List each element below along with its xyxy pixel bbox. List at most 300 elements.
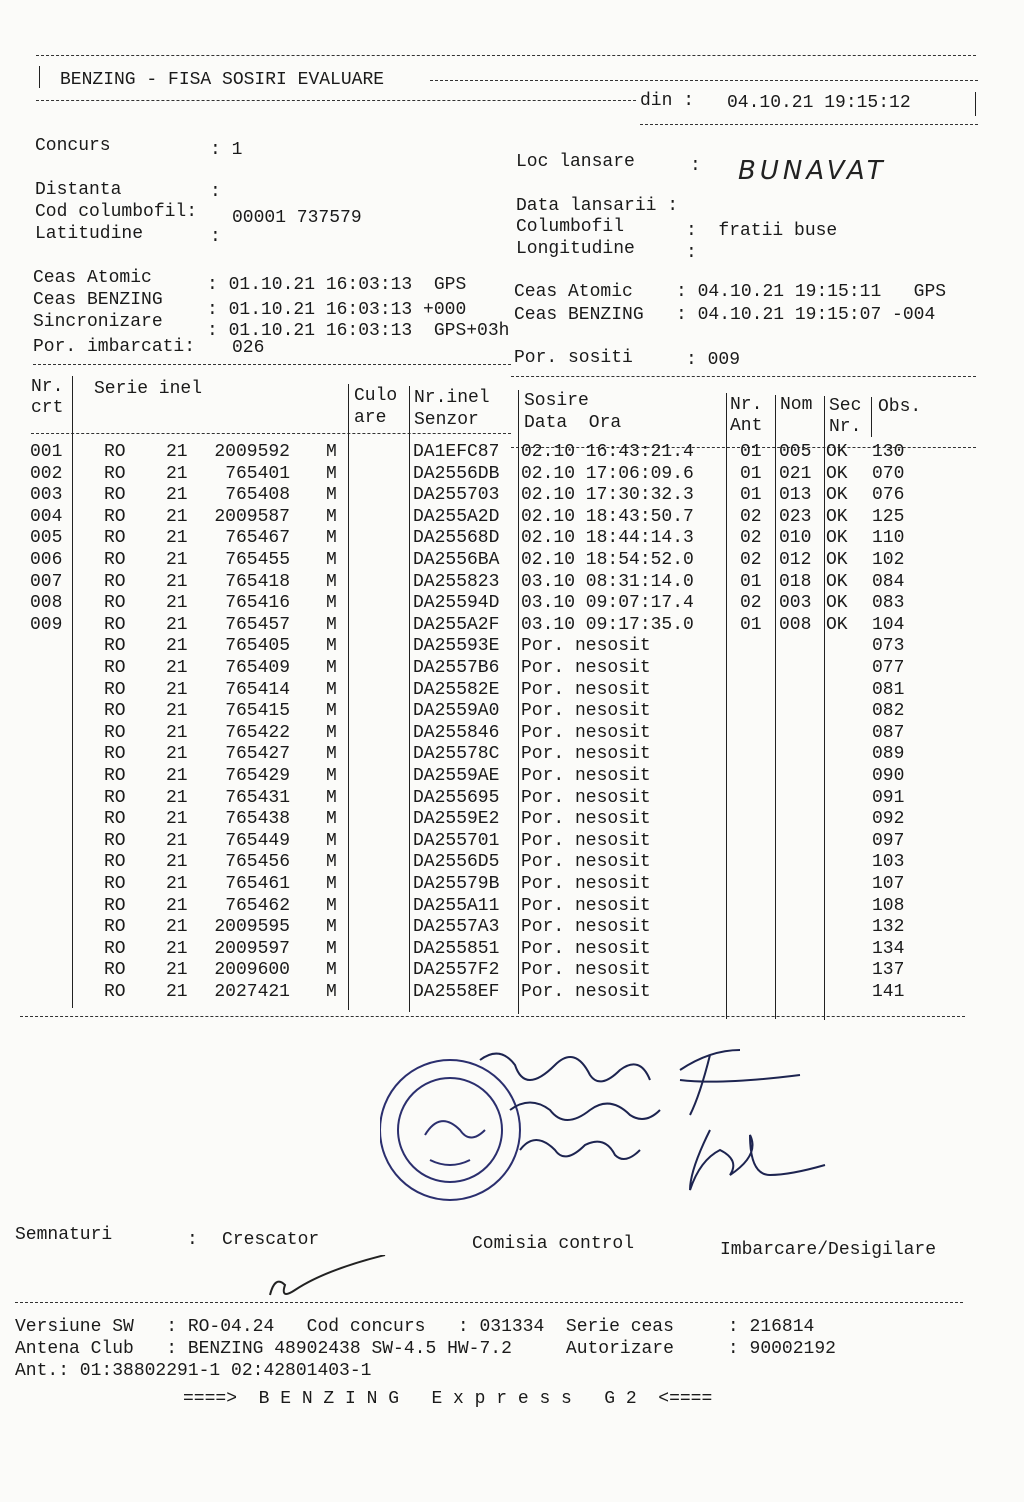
cell-year: 21 <box>166 938 188 959</box>
cell-country: RO <box>104 917 126 938</box>
table-row <box>0 464 1024 485</box>
cell-obs: 107 <box>872 874 905 894</box>
cell-year: 21 <box>166 442 188 462</box>
cell-arrival: Por. nesosit <box>521 809 651 830</box>
cell-ring-number: 2009597 <box>214 938 290 959</box>
cell-sensor-ring: DA2556BA <box>413 550 500 570</box>
cell-sensor-ring: DA2559AE <box>413 766 500 786</box>
longitudine-value: : <box>686 243 697 263</box>
cell-sex: M <box>326 636 337 657</box>
cell-obs: 137 <box>872 960 905 981</box>
footer-version-line: Versiune SW : RO-04.24 Cod concurs : 031334 Serie ceas : 216814 <box>15 1317 815 1337</box>
club-stamp <box>380 1060 520 1200</box>
cell-year: 21 <box>166 960 188 981</box>
cell-sec-nr: OK <box>826 463 848 484</box>
cell-ring-number: 2027421 <box>214 982 290 1002</box>
cell-ring-number: 765461 <box>225 874 290 894</box>
header-nr-ant: Nr. <box>730 395 763 415</box>
cell-ring-number: 765431 <box>225 787 290 808</box>
cell-country: RO <box>104 614 126 635</box>
cell-year: 21 <box>166 701 188 722</box>
ceas-benzing-label: Ceas BENZING <box>33 290 163 310</box>
cell-sensor-ring: DA25593E <box>413 636 500 657</box>
cell-sex: M <box>326 852 337 873</box>
cell-nr-ant: 01 <box>740 571 762 592</box>
table-row <box>0 593 1024 614</box>
footer-antena-line: Antena Club : BENZING 48902438 SW-4.5 HW-7.2 Autorizare : 90002192 <box>15 1339 836 1359</box>
cell-arrival: Por. nesosit <box>521 874 651 894</box>
table-row <box>0 766 1024 787</box>
cell-arrival: Por. nesosit <box>521 830 651 851</box>
header-nr: Nr. <box>31 377 64 397</box>
table-row <box>0 982 1024 1003</box>
cell-nom: 023 <box>779 506 812 527</box>
cell-arrival: 02.10 17:30:32.3 <box>521 485 694 506</box>
cell-year: 21 <box>166 658 188 678</box>
table-row <box>0 485 1024 506</box>
cell-country: RO <box>104 830 126 851</box>
cell-obs: 103 <box>872 852 905 873</box>
cell-ring-number: 765416 <box>225 593 290 614</box>
header-sosire: Sosire <box>524 391 589 411</box>
cell-ring-number: 765457 <box>225 614 290 635</box>
header-nom: Nom <box>780 395 813 415</box>
table-row <box>0 896 1024 917</box>
crescator-label: Crescator <box>222 1230 320 1250</box>
header-data-ora: Data Ora <box>524 413 622 433</box>
distanta-label: Distanta <box>35 180 122 200</box>
cell-sensor-ring: DA2557B6 <box>413 658 500 678</box>
cell-sensor-ring: DA255A11 <box>413 895 500 916</box>
cell-year: 21 <box>166 636 188 657</box>
cell-ring-number: 2009595 <box>214 917 290 938</box>
cell-ring-number: 765427 <box>225 744 290 765</box>
cell-arrival: 02.10 18:43:50.7 <box>521 506 694 527</box>
cell-ring-number: 2009587 <box>214 506 290 527</box>
cell-country: RO <box>104 787 126 808</box>
cell-ring-number: 765462 <box>225 895 290 916</box>
table-row <box>0 528 1024 549</box>
cell-sex: M <box>326 614 337 635</box>
cell-sex: M <box>326 506 337 527</box>
cell-obs: 070 <box>872 463 905 484</box>
cell-year: 21 <box>166 809 188 830</box>
cell-ring-number: 765415 <box>225 701 290 722</box>
cell-nom: 003 <box>779 593 812 614</box>
cell-year: 21 <box>166 593 188 614</box>
cell-ring-number: 2009592 <box>214 442 290 462</box>
cell-nr-ant: 01 <box>740 442 762 462</box>
divider <box>511 376 976 377</box>
concurs-label: Concurs <box>35 136 111 156</box>
cell-year: 21 <box>166 895 188 916</box>
cell-arrival: Por. nesosit <box>521 636 651 657</box>
cell-nr-crt: 009 <box>30 614 63 635</box>
table-row <box>0 615 1024 636</box>
cell-sensor-ring: DA25578C <box>413 744 500 765</box>
cell-country: RO <box>104 593 126 614</box>
table-row <box>0 809 1024 830</box>
columbofil-value: : fratii buse <box>686 221 838 241</box>
cell-year: 21 <box>166 917 188 938</box>
cell-nr-ant: 02 <box>740 506 762 527</box>
cell-arrival: Por. nesosit <box>521 701 651 722</box>
cell-year: 21 <box>166 830 188 851</box>
cell-obs: 132 <box>872 917 905 938</box>
cell-country: RO <box>104 744 126 765</box>
sincronizare-label: Sincronizare <box>33 312 163 332</box>
cell-sensor-ring: DA2559A0 <box>413 701 500 722</box>
cell-country: RO <box>104 658 126 678</box>
table-row <box>0 852 1024 873</box>
table-row <box>0 507 1024 528</box>
imbarcare-label: Imbarcare/Desigilare <box>720 1240 937 1260</box>
cell-sex: M <box>326 701 337 722</box>
ceas-benzing-value: : 01.10.21 16:03:13 +000 <box>207 300 467 320</box>
concurs-value: : 1 <box>210 140 243 160</box>
crescator-signature <box>260 1255 390 1305</box>
cell-sex: M <box>326 528 337 549</box>
cell-obs: 089 <box>872 744 905 765</box>
divider <box>640 124 978 125</box>
cell-arrival: 03.10 09:17:35.0 <box>521 614 694 635</box>
cell-sec-nr: OK <box>826 593 848 614</box>
cell-sensor-ring: DA25568D <box>413 528 500 549</box>
cell-country: RO <box>104 636 126 657</box>
cell-obs: 082 <box>872 701 905 722</box>
cell-country: RO <box>104 550 126 570</box>
cell-ring-number: 765414 <box>225 679 290 700</box>
cell-nr-crt: 008 <box>30 593 63 614</box>
table-row <box>0 831 1024 852</box>
header-obs: Obs. <box>878 397 922 417</box>
imbarcati-value: 026 <box>232 338 265 358</box>
cell-nr-crt: 003 <box>30 485 63 506</box>
header-sec-nr: Nr. <box>829 417 862 437</box>
cell-sensor-ring: DA2557F2 <box>413 960 500 981</box>
table-row <box>0 550 1024 571</box>
cell-year: 21 <box>166 679 188 700</box>
cell-ring-number: 765429 <box>225 766 290 786</box>
date-label: din : <box>640 91 695 111</box>
cell-sex: M <box>326 960 337 981</box>
cell-nr-ant: 01 <box>740 614 762 635</box>
cell-year: 21 <box>166 485 188 506</box>
header-culoare-2: are <box>354 408 387 428</box>
table-row <box>0 701 1024 722</box>
cell-nr-crt: 006 <box>30 550 63 570</box>
cell-sec-nr: OK <box>826 485 848 506</box>
divider <box>36 55 976 56</box>
cell-sex: M <box>326 679 337 700</box>
handwritten-signatures <box>480 1050 825 1190</box>
cell-arrival: Por. nesosit <box>521 960 651 981</box>
cell-year: 21 <box>166 766 188 786</box>
cell-sex: M <box>326 895 337 916</box>
cell-year: 21 <box>166 506 188 527</box>
cell-obs: 076 <box>872 485 905 506</box>
sositi-label: Por. sositi <box>514 348 633 368</box>
semnaturi-colon: : <box>187 1230 198 1250</box>
latitudine-label: Latitudine <box>35 224 144 244</box>
cell-obs: 125 <box>872 506 905 527</box>
cell-obs: 077 <box>872 658 905 678</box>
divider <box>430 80 978 81</box>
cell-obs: 134 <box>872 938 905 959</box>
print-datetime: 04.10.21 19:15:12 <box>727 93 911 113</box>
cell-arrival: 03.10 08:31:14.0 <box>521 571 694 592</box>
cell-nom: 005 <box>779 442 812 462</box>
cell-nom: 010 <box>779 528 812 549</box>
table-row <box>0 874 1024 895</box>
cell-obs: 108 <box>872 895 905 916</box>
header-sec: Sec <box>829 396 862 416</box>
cell-sensor-ring: DA255695 <box>413 787 500 808</box>
cell-obs: 081 <box>872 679 905 700</box>
cell-arrival: 02.10 17:06:09.6 <box>521 463 694 484</box>
cell-nom: 021 <box>779 463 812 484</box>
table-row <box>0 658 1024 679</box>
cell-country: RO <box>104 506 126 527</box>
cell-arrival: Por. nesosit <box>521 722 651 743</box>
cell-sensor-ring: DA2558EF <box>413 982 500 1002</box>
cell-sex: M <box>326 917 337 938</box>
loc-lansare-colon: : <box>690 156 701 176</box>
header-culoare: Culo <box>354 386 398 406</box>
latitudine-value: : <box>210 227 221 247</box>
cell-year: 21 <box>166 463 188 484</box>
cell-ring-number: 765422 <box>225 722 290 743</box>
cell-year: 21 <box>166 528 188 549</box>
cell-ring-number: 765401 <box>225 463 290 484</box>
cod-columbofil-label: Cod columbofil: <box>35 202 198 222</box>
longitudine-label: Longitudine <box>516 239 635 259</box>
cell-country: RO <box>104 766 126 786</box>
cell-country: RO <box>104 960 126 981</box>
cell-ring-number: 2009600 <box>214 960 290 981</box>
cell-year: 21 <box>166 852 188 873</box>
ceas-atomic-value: : 01.10.21 16:03:13 GPS <box>207 275 467 295</box>
cell-sensor-ring: DA2556DB <box>413 463 500 484</box>
cell-arrival: Por. nesosit <box>521 895 651 916</box>
data-lansarii-label: Data lansarii : <box>516 196 679 216</box>
cell-obs: 084 <box>872 571 905 592</box>
cell-nr-ant: 01 <box>740 485 762 506</box>
cell-sensor-ring: DA255823 <box>413 571 500 592</box>
header-ant: Ant <box>730 416 763 436</box>
divider <box>39 66 40 88</box>
table-row <box>0 939 1024 960</box>
cell-ring-number: 765418 <box>225 571 290 592</box>
cell-country: RO <box>104 722 126 743</box>
cell-sec-nr: OK <box>826 528 848 549</box>
cell-obs: 087 <box>872 722 905 743</box>
cell-nr-crt: 002 <box>30 463 63 484</box>
cell-nr-crt: 001 <box>30 442 63 462</box>
cell-sec-nr: OK <box>826 442 848 462</box>
cell-sensor-ring: DA2559E2 <box>413 809 500 830</box>
cell-nr-ant: 01 <box>740 463 762 484</box>
cell-sensor-ring: DA25579B <box>413 874 500 894</box>
cell-sensor-ring: DA255851 <box>413 938 500 959</box>
cell-ring-number: 765455 <box>225 550 290 570</box>
cell-sensor-ring: DA2557A3 <box>413 917 500 938</box>
cell-year: 21 <box>166 744 188 765</box>
cell-arrival: 03.10 09:07:17.4 <box>521 593 694 614</box>
cell-ring-number: 765449 <box>225 830 290 851</box>
semnaturi-label: Semnaturi <box>15 1225 113 1245</box>
sincronizare-value: : 01.10.21 16:03:13 GPS+03h <box>207 321 510 341</box>
cell-ring-number: 765438 <box>225 809 290 830</box>
imbarcati-label: Por. imbarcati: <box>33 337 196 357</box>
cell-arrival: Por. nesosit <box>521 744 651 765</box>
cell-country: RO <box>104 679 126 700</box>
cell-sex: M <box>326 766 337 786</box>
table-row <box>0 960 1024 981</box>
cell-country: RO <box>104 463 126 484</box>
cell-obs: 090 <box>872 766 905 786</box>
table-row <box>0 680 1024 701</box>
table-row <box>0 788 1024 809</box>
cell-obs: 073 <box>872 636 905 657</box>
cell-sec-nr: OK <box>826 614 848 635</box>
cell-obs: 110 <box>872 528 905 549</box>
divider <box>36 100 636 101</box>
cell-country: RO <box>104 442 126 462</box>
cell-obs: 097 <box>872 830 905 851</box>
cell-country: RO <box>104 485 126 506</box>
cell-nom: 012 <box>779 550 812 570</box>
cell-country: RO <box>104 982 126 1002</box>
cell-ring-number: 765409 <box>225 658 290 678</box>
document-title: BENZING - FISA SOSIRI EVALUARE <box>60 70 385 90</box>
cell-year: 21 <box>166 982 188 1002</box>
cell-country: RO <box>104 874 126 894</box>
cell-country: RO <box>104 852 126 873</box>
table-row <box>0 917 1024 938</box>
cell-sex: M <box>326 830 337 851</box>
cell-ring-number: 765408 <box>225 485 290 506</box>
loc-lansare-label: Loc lansare <box>516 152 635 172</box>
cell-nr-ant: 02 <box>740 550 762 570</box>
cell-country: RO <box>104 895 126 916</box>
cell-country: RO <box>104 809 126 830</box>
cell-ring-number: 765405 <box>225 636 290 657</box>
cell-sex: M <box>326 874 337 894</box>
columbofil-label: Columbofil <box>516 217 625 237</box>
header-senzor: Senzor <box>414 410 479 430</box>
distanta-value: : <box>210 182 221 202</box>
cell-year: 21 <box>166 787 188 808</box>
divider <box>31 433 511 434</box>
cell-sex: M <box>326 744 337 765</box>
cell-nr-ant: 02 <box>740 593 762 614</box>
cell-obs: 083 <box>872 593 905 614</box>
cell-sensor-ring: DA255703 <box>413 485 500 506</box>
cell-sex: M <box>326 722 337 743</box>
ceas-atomic-label: Ceas Atomic <box>33 268 152 288</box>
cell-arrival: Por. nesosit <box>521 938 651 959</box>
cell-arrival: Por. nesosit <box>521 982 651 1002</box>
cell-sec-nr: OK <box>826 506 848 527</box>
cell-nr-crt: 005 <box>30 528 63 549</box>
cell-year: 21 <box>166 614 188 635</box>
table-row <box>0 572 1024 593</box>
cell-nr-crt: 007 <box>30 571 63 592</box>
cell-arrival: Por. nesosit <box>521 766 651 786</box>
header-nr-inel: Nr.inel <box>414 388 490 408</box>
cell-country: RO <box>104 938 126 959</box>
cell-sex: M <box>326 442 337 462</box>
cell-sex: M <box>326 463 337 484</box>
cell-sensor-ring: DA255A2F <box>413 614 500 635</box>
header-serie-inel: Serie inel <box>94 379 203 399</box>
cell-sensor-ring: DA1EFC87 <box>413 442 500 462</box>
cell-arrival: Por. nesosit <box>521 917 651 938</box>
cell-sensor-ring: DA25582E <box>413 679 500 700</box>
cell-country: RO <box>104 528 126 549</box>
table-row <box>0 636 1024 657</box>
cell-arrival: Por. nesosit <box>521 852 651 873</box>
cell-ring-number: 765467 <box>225 528 290 549</box>
cell-sensor-ring: DA255846 <box>413 722 500 743</box>
divider <box>20 1016 965 1017</box>
cell-sensor-ring: DA255A2D <box>413 506 500 527</box>
divider <box>33 364 511 365</box>
cell-sex: M <box>326 982 337 1002</box>
loc-lansare-handwritten: BUNAVAT <box>738 156 887 186</box>
cell-year: 21 <box>166 722 188 743</box>
cell-sensor-ring: DA2556D5 <box>413 852 500 873</box>
cell-obs: 130 <box>872 442 905 462</box>
cell-nr-ant: 02 <box>740 528 762 549</box>
cod-columbofil-value: 00001 737579 <box>232 208 362 228</box>
cell-arrival: 02.10 18:54:52.0 <box>521 550 694 570</box>
table-row <box>0 442 1024 463</box>
divider <box>15 1302 963 1303</box>
table-row <box>0 744 1024 765</box>
cell-sex: M <box>326 485 337 506</box>
footer-ant-line: Ant.: 01:38802291-1 02:42801403-1 <box>15 1361 372 1381</box>
cell-nom: 013 <box>779 485 812 506</box>
cell-year: 21 <box>166 571 188 592</box>
cell-arrival: 02.10 16:43:21.4 <box>521 442 694 462</box>
cell-sex: M <box>326 571 337 592</box>
cell-nom: 018 <box>779 571 812 592</box>
stamp-and-signatures <box>380 1040 840 1230</box>
cell-sensor-ring: DA25594D <box>413 593 500 614</box>
cell-nom: 008 <box>779 614 812 635</box>
ceas-atomic-end: Ceas Atomic : 04.10.21 19:15:11 GPS <box>514 282 947 302</box>
cell-sensor-ring: DA255701 <box>413 830 500 851</box>
cell-obs: 091 <box>872 787 905 808</box>
cell-country: RO <box>104 571 126 592</box>
cell-ring-number: 765456 <box>225 852 290 873</box>
cell-nr-crt: 004 <box>30 506 63 527</box>
cell-sec-nr: OK <box>826 571 848 592</box>
table-row <box>0 723 1024 744</box>
cell-sex: M <box>326 550 337 570</box>
cell-sex: M <box>326 938 337 959</box>
footer-brand: ====> B E N Z I N G E x p r e s s G 2 <==== <box>183 1389 713 1409</box>
cell-sex: M <box>326 593 337 614</box>
sositi-value: : 009 <box>686 350 741 370</box>
ceas-benzing-end: Ceas BENZING : 04.10.21 19:15:07 -004 <box>514 305 936 325</box>
cell-arrival: Por. nesosit <box>521 658 651 678</box>
column-line <box>871 397 872 437</box>
divider <box>975 92 976 116</box>
comisia-control-label: Comisia control <box>472 1234 635 1254</box>
